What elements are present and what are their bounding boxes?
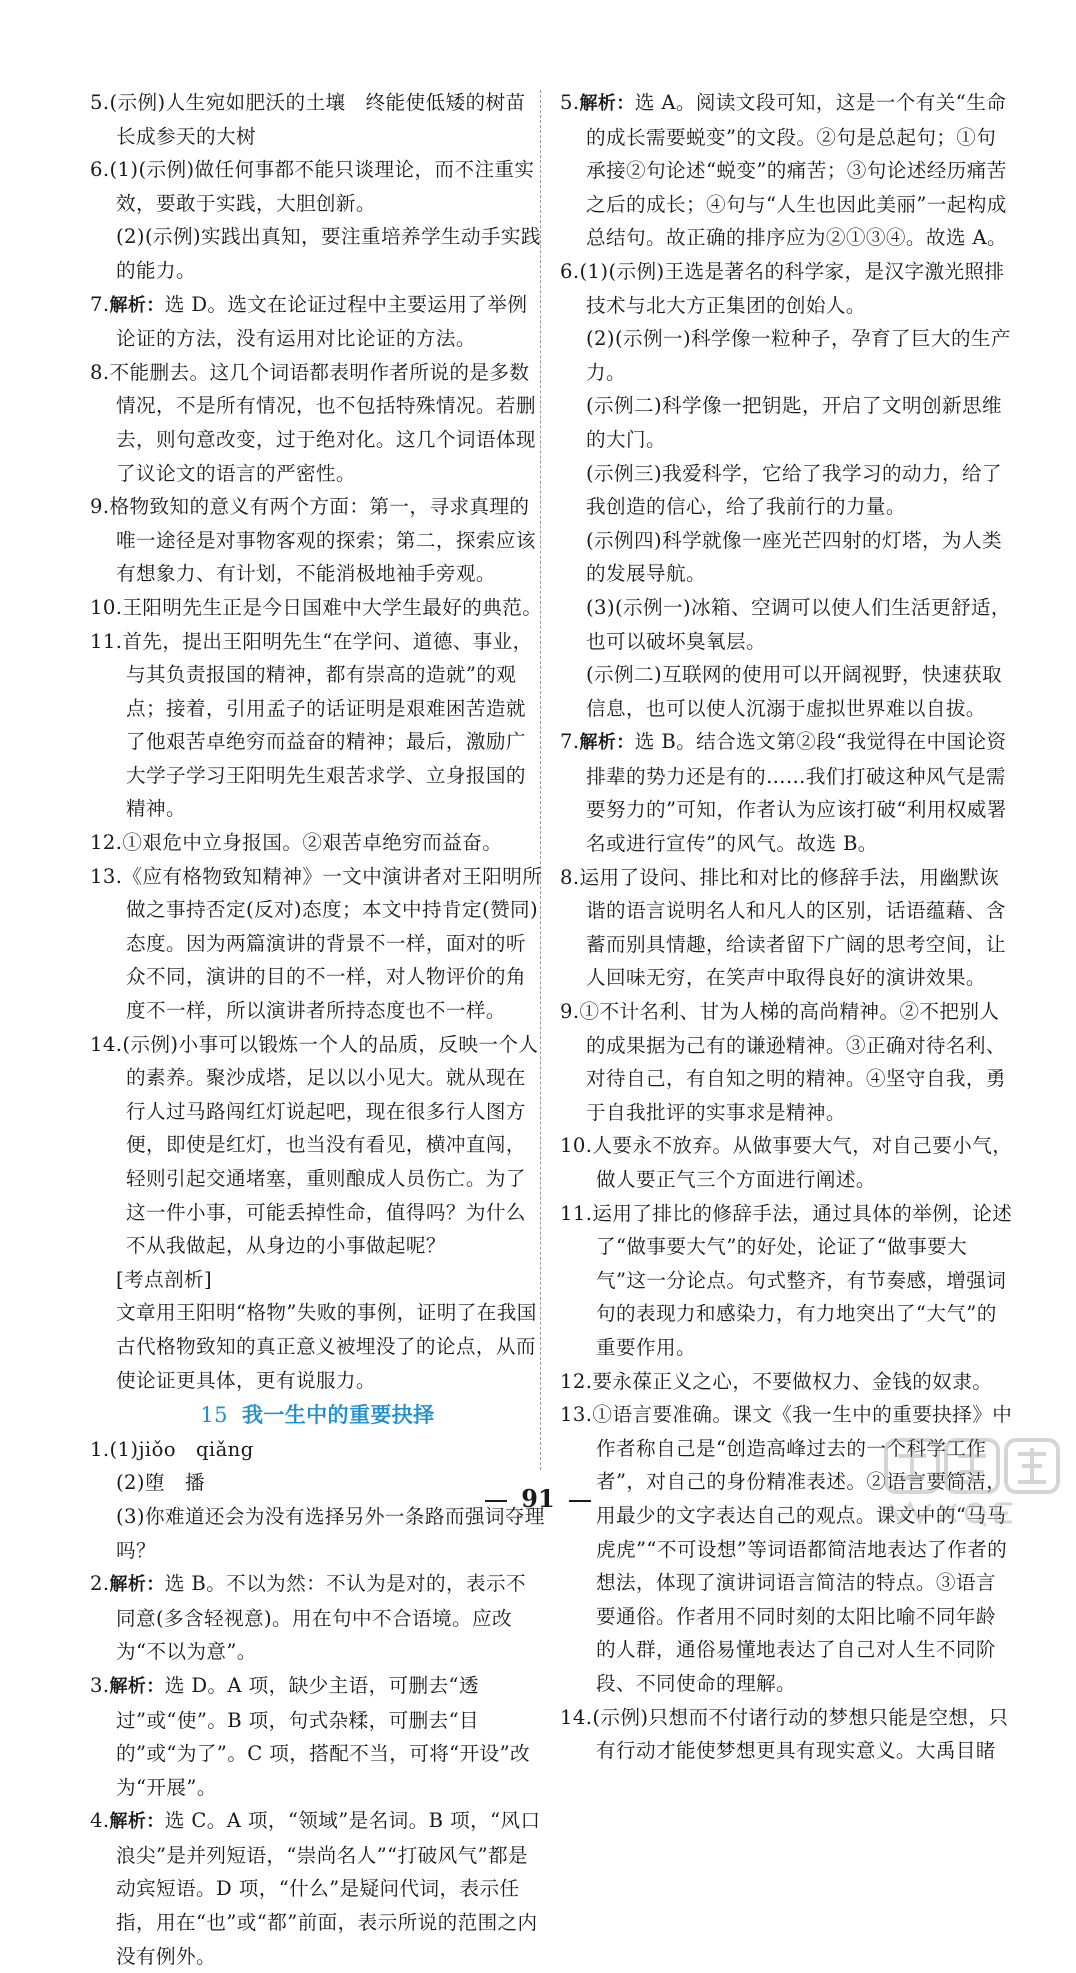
answer-sub: (2)(示例一)科学像一粒种子，孕育了巨大的生产力。	[586, 327, 1011, 384]
section-number: 15	[200, 1403, 228, 1428]
answer-item: 9.格物致知的意义有两个方面：第一，寻求真理的唯一途径是对事物客观的探索；第二，探索应该有想象力、有计划，不能消极地袖手旁观。	[90, 495, 536, 586]
answer-item: 12.要永葆正义之心，不要做权力、金钱的奴隶。	[560, 1369, 993, 1393]
answer-item: 14.(示例)小事可以锻炼一个人的品质，反映一个人的素养。聚沙成塔，足以以小见大。就从现在行人过马路闯红灯说起吧，现在很多行人图方便，即使是红灯，也当没有看见，横冲直闯，轻则引起交通堵塞，重则酿成人员伤亡。为了这一件小事，可能丢掉性命，值得吗？为什么不从我做起，从身边的小事做起呢？	[90, 1032, 539, 1258]
watermark-logo-icon	[882, 1434, 1062, 1530]
answer-item: 11.运用了排比的修辞手法，通过具体的举例，论述了“做事要大气”的好处，论证了“做事要大气”这一分论点。句式整齐，有节奏感，增强词句的表现力和感染力，有力地突出了“大气”的重要作用。	[560, 1201, 1013, 1359]
answer-item: 8.运用了设问、排比和对比的修辞手法，用幽默诙谐的语言说明名人和凡人的区别，话语蕴藉、含蓄而别具情趣，给读者留下广阔的思考空间，让人回味无穷，在笑声中取得良好的演讲效果。	[560, 865, 1006, 990]
answer-item: 5.解析：选 A。阅读文段可知，这是一个有关“生命的成长需要蜕变”的文段。②句是总起句；①句承接②句论述“蜕变”的痛苦；③句论述经历痛苦之后的成长；④句与“人生也因此美丽”一起构成总结句。故正确的排序应为②①③④。故选 A。	[560, 91, 1008, 250]
answer-item: 6.(1)(示例)做任何事都不能只谈理论，而不注重实效，要敢于实践，大胆创新。	[90, 158, 535, 215]
section-title: 我一生中的重要抉择	[241, 1403, 435, 1428]
page-number: 91	[0, 1484, 1076, 1513]
answer-item: 7.解析：选 D。选文在论证过程中主要运用了举例论证的方法，没有运用对比论证的方法。	[90, 292, 528, 351]
answer-sub: (示例四)科学就像一座光芒四射的灯塔，为人类的发展导航。	[586, 528, 1002, 586]
answer-item: 2.解析：选 B。不以为然：不认为是对的，表示不同意(多含轻视意)。用在句中不合语境。应改为“不以为意”。	[90, 1572, 527, 1664]
answer-sub: (2)(示例)实践出真知，要注重培养学生动手实践的能力。	[116, 225, 541, 282]
answer-sub: (示例二)互联网的使用可以开阔视野，快速获取信息，也可以使人沉溺于虚拟世界难以自拔。	[586, 663, 1002, 720]
answer-item: 13.①语言要准确。课文《我一生中的重要抉择》中作者称自己是“创造高峰过去的一个科学工作者”，对自己的身份精准表述。②语言要简洁，用最少的文字表达自己的观点。课文中的“马马虎虎”“不可设想”等词语都简洁地表达了作者的想法，体现了演讲词语言简洁的特点。③语言要通俗。作者用不同时刻的太阳比喻不同年龄的人群，通俗易懂地表达了自己对人生不同阶段、不同使命的理解。	[560, 1403, 1013, 1695]
answer-item: 12.①艰危中立身报国。②艰苦卓绝穷而益奋。	[90, 831, 503, 855]
answer-sub: (示例二)科学像一把钥匙，开启了文明创新思维的大门。	[586, 394, 1002, 451]
answer-item: 8.不能删去。这几个词语都表明作者所说的是多数情况，不是所有情况，也不包括特殊情况。若删去，则句意改变，过于绝对化。这几个词语体现了议论文的语言的严密性。	[90, 360, 536, 485]
section-heading	[90, 1399, 545, 1433]
answer-item: 11.首先，提出王阳明先生“在学问、道德、事业，与其负责报国的精神，都有崇高的造就”的观点；接着，引用孟子的话证明是艰难困苦造就了他艰苦卓绝穷而益奋的精神；最后，激励广大学子学习王阳明先生艰苦求学、立身报国的精神。	[90, 629, 533, 821]
answer-item: 10.王阳明先生正是今日国难中大学生最好的典范。	[90, 595, 543, 619]
answer-item: 14.(示例)只想而不付诸行动的梦想只能是空想，只有行动才能使梦想更具有现实意义。大禹目睹	[560, 1705, 1009, 1763]
answer-item: 5.(示例)人生宛如肥沃的土壤 终能使低矮的树苗长成参天的大树	[90, 91, 526, 148]
answer-item: 6.(1)(示例)王选是著名的科学家，是汉字激光照排技术与北大方正集团的创始人。	[560, 259, 1005, 317]
answer-item: 1.(1)jiǒo qiǎng	[90, 1437, 254, 1461]
answer-item: 9.①不计名利、甘为人梯的高尚精神。②不把别人的成果据为己有的谦逊精神。③正确对待名利、对待自己，有自知之明的精神。④坚守自我，勇于自我批评的实事求是精神。	[560, 1000, 1006, 1124]
answer-sub: (3)你难道还会为没有选择另外一条路而强词夺理吗？	[116, 1504, 545, 1562]
answer-sub: (2)堕 播	[116, 1471, 205, 1495]
answer-item: 7.解析：选 B。结合选文第②段“我觉得在中国论资排辈的势力还是有的……我们打破这种风气是需要努力的”可知，作者认为应该打破“利用权威署名或进行宣传”的风气。故选 B。	[560, 730, 1007, 856]
left-column	[90, 86, 545, 1973]
answer-item: 4.解析：选 C。A 项，“领域”是名词。B 项，“风口浪尖”是并列短语，“崇尚名人”“打破风气”都是动宾短语。D 项，“什么”是疑问代词，表示任指，用在“也”或“都”前面，表示所说的范围之内没有例外。	[90, 1809, 541, 1968]
answer-sub: (3)(示例一)冰箱、空调可以使人们生活更舒适，也可以破坏臭氧层。	[586, 595, 1011, 653]
answer-sub: (示例三)我爱科学，它给了我学习的动力，给了我创造的信心，给了我前行的力量。	[586, 461, 1002, 519]
analysis-tag: [考点剖析]	[116, 1267, 213, 1291]
answer-item: 10.人要永不放弃。从做事要大气，对自己要小气，做人要正气三个方面进行阐述。	[560, 1134, 1013, 1191]
analysis-text: 文章用王阳明“格物”失败的事例，证明了在我国古代格物致知的真正意义被埋没了的论点，从而使论证更具体，更有说服力。	[116, 1301, 537, 1392]
answer-item: 3.解析：选 D。A 项，缺少主语，可删去“透过”或“使”。B 项，句式杂糅，可删去“目的”或“为了”。C 项，搭配不当，可将“开设”改为“开展”。	[90, 1673, 530, 1799]
answer-item: 13.《应有格物致知精神》一文中演讲者对王阳明所做之事持否定(反对)态度；本文中持肯定(赞同)态度。因为两篇演讲的背景不一样，面对的听众不同，演讲的目的不一样，对人物评价的角度不一样，所以演讲者所持态度也不一样。	[90, 864, 543, 1023]
